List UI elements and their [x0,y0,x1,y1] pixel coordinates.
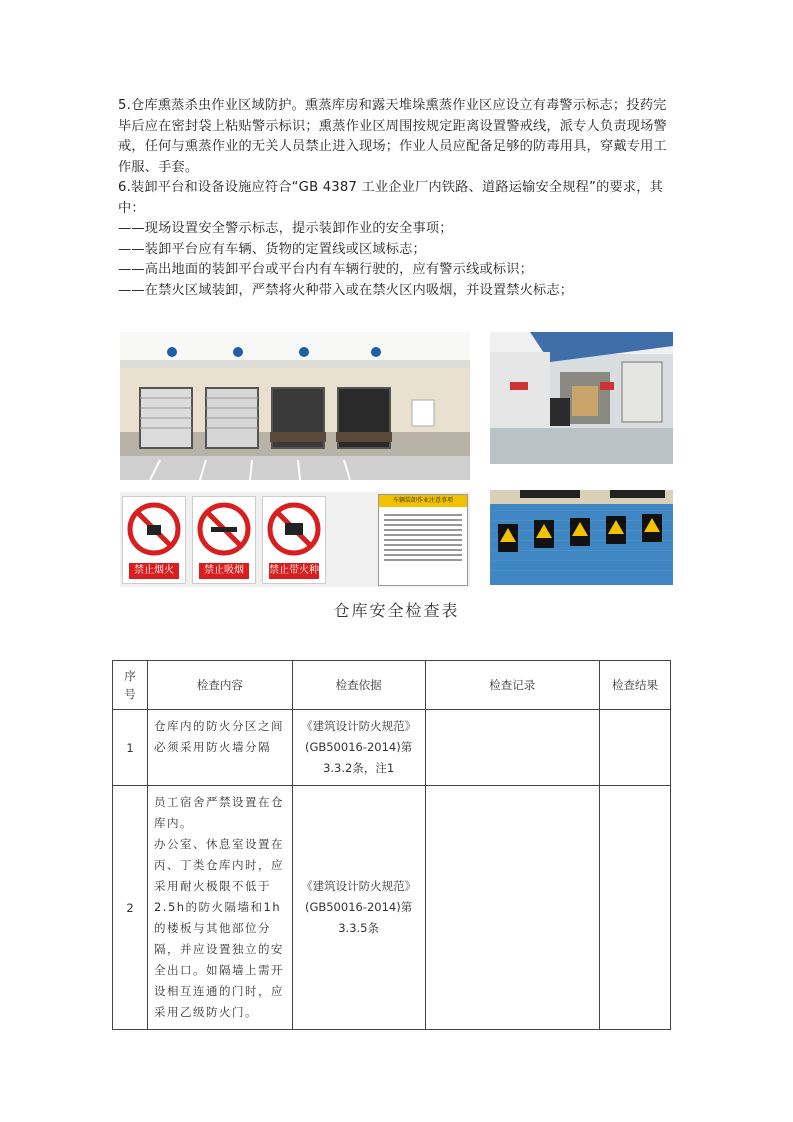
row-basis: 《建筑设计防火规范》(GB50016-2014)第3.3.5条 [292,786,425,1030]
list-item-fire-zone: ——在禁火区域装卸，严禁将火种带入或在禁火区内吸烟，并设置禁火标志； [118,282,574,298]
dock-bumpers-photo [490,490,673,585]
row-content: 员工宿舍严禁设置在仓库内。 办公室、休息室设置在丙、丁类仓库内时，应采用耐火极限不低于2.5h的防火隔墙和1h的楼板与其他部位分隔，并应设置独立的安全出口。如隔墙上需开设相互连通的门时，应采用乙级防火门。 [147,786,292,1030]
paragraph-5: 5.仓库熏蒸杀虫作业区域防护。熏蒸库房和露天堆垛熏蒸作业区应设立有毒警示标志；投药完毕后应在密封袋上粘贴警示标识；熏蒸作业区周围按规定距离设置警戒线，派专人负责现场警戒，任何与熏蒸作业的无关人员禁止进入现场；作业人员应配备足够的防毒用具，穿戴专用工作服、手套。 [118,98,667,175]
sign-no-fire [122,496,186,584]
row-result[interactable] [600,786,671,1030]
row-record[interactable] [425,710,600,786]
header-content: 检查内容 [147,661,292,710]
row-basis: 《建筑设计防火规范》(GB50016-2014)第3.3.2条，注1 [292,710,425,786]
table-caption: 仓库安全检查表 [333,601,460,620]
list-item-signage: ——现场设置安全警示标志，提示装卸作业的安全事项； [118,221,453,236]
notice-board-text-lines [379,507,467,568]
header-basis: 检查依据 [292,661,425,710]
notice-board-title: 车辆装卸作业注意事项 [379,495,467,507]
sign-label-no-smoking: 禁止吸烟 [199,563,249,579]
loading-dock-photo [120,332,470,480]
row-number: 2 [113,786,148,1030]
row-content: 仓库内的防火分区之间必须采用防火墙分隔 [147,710,292,786]
table-row [113,786,671,1030]
paragraph-6: 6.装卸平台和设备设施应符合“GB 4387 工业企业厂内铁路、道路运输安全规程”的要求，其中： [118,180,664,216]
row-result[interactable] [600,710,671,786]
row-record[interactable] [425,786,600,1030]
header-result: 检查结果 [600,661,671,710]
safety-check-table [112,660,671,1030]
table-row [113,710,671,786]
forklift-photo [490,332,673,464]
sign-label-no-kindling: 禁止带火种 [269,563,319,579]
table-header-row [113,661,671,710]
list-item-marking: ——装卸平台应有车辆、货物的定置线或区域标志； [118,241,426,257]
prohibition-signs-photo [120,492,470,587]
sign-label-no-fire: 禁止烟火 [129,563,179,579]
notice-board [378,494,468,586]
header-record: 检查记录 [425,661,600,710]
list-item-warning-line: ——高出地面的装卸平台或平台内有车辆行驶的，应有警示线或标识； [118,262,534,277]
sign-no-kindling [262,496,326,584]
body-text [118,96,678,301]
sign-no-smoking [192,496,256,584]
row-number: 1 [113,710,148,786]
header-number: 序号 [113,661,148,710]
